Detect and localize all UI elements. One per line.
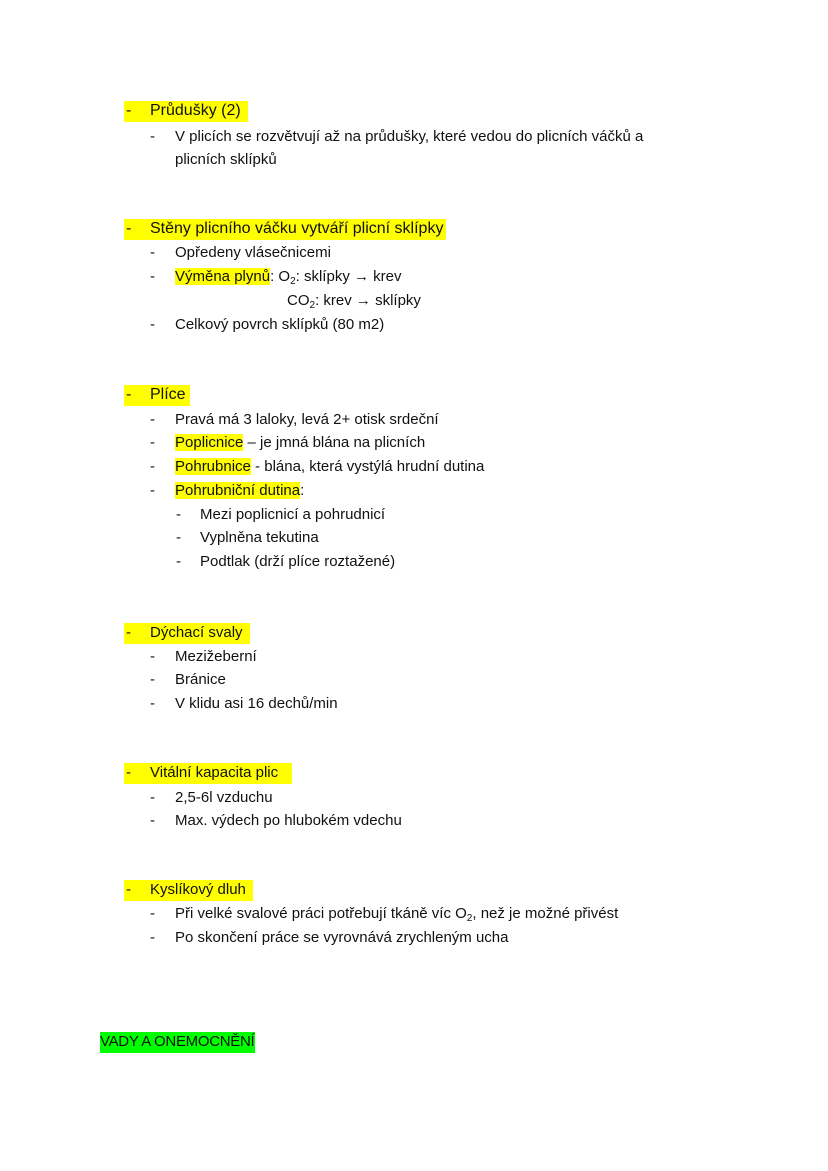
bullet-dash: - [150, 458, 155, 475]
heading-dash: - [126, 881, 131, 898]
bullet-dash: - [150, 648, 155, 665]
heading-dash: - [126, 764, 131, 781]
list-item: V plicích se rozvětvují až na průdušky, které vedou do plicních váčků a [175, 128, 644, 145]
list-item-continuation: $CO_2$: krev → sklípky [287, 292, 421, 311]
vady-a-onemocneni-heading: VADY A ONEMOCNĚNÍ [100, 1032, 255, 1053]
list-item: Celkový povrch sklípků (80 m2) [175, 316, 385, 333]
bullet-dash: - [150, 482, 155, 499]
list-item: Pohrubniční dutina: [175, 482, 305, 499]
sub-bullet-dash: - [176, 529, 181, 546]
list-item: Pravá má 3 laloky, levá 2+ otisk srdeční [175, 411, 439, 428]
heading-dash: - [126, 624, 131, 641]
list-item: Mezižeberní [175, 648, 257, 665]
list-item: Max. výdech po hlubokém vdechu [175, 812, 402, 829]
list-item: Po skončení práce se vyrovnává zrychleným ucha [175, 929, 509, 946]
bullet-dash: - [150, 929, 155, 946]
section-heading: Kyslíkový dluh [150, 881, 246, 898]
list-item-continuation: plicních sklípků [175, 151, 277, 168]
bullet-dash: - [150, 905, 155, 922]
bullet-dash: - [150, 671, 155, 688]
list-item: Při velké svalové práci potřebují tkáně víc $O_2$, než je možné přivést [175, 905, 619, 924]
heading-dash: - [126, 386, 132, 403]
bullet-dash: - [150, 434, 155, 451]
section-heading: Stěny plicního váčku vytváří plicní sklípky [150, 220, 444, 237]
section-heading: Plíce [150, 386, 186, 403]
highlighted-term: Poplicnice [175, 434, 244, 451]
highlighted-term: Pohrubniční dutina [175, 482, 301, 499]
sub-bullet-dash: - [176, 553, 181, 570]
sub-list-item: Mezi poplicnicí a pohrudnicí [200, 506, 386, 523]
sub-list-item: Vyplněna tekutina [200, 529, 319, 546]
list-item: Výměna plynů: $O_2$: sklípky → krev [175, 268, 402, 287]
section-heading: Dýchací svaly [150, 624, 243, 641]
list-item: Pohrubnice - blána, která vystýlá hrudní dutina [175, 458, 485, 475]
highlighted-term: Výměna plynů [175, 268, 271, 285]
heading-dash: - [126, 102, 132, 119]
list-item: Poplicnice – je jmná blána na plicních [175, 434, 426, 451]
bullet-dash: - [150, 789, 155, 806]
bullet-dash: - [150, 268, 155, 285]
sub-list-item: Podtlak (drží plíce roztažené) [200, 553, 396, 570]
bullet-dash: - [150, 128, 155, 145]
list-item: V klidu asi 16 dechů/min [175, 695, 338, 712]
bullet-dash: - [150, 695, 155, 712]
bullet-dash: - [150, 244, 155, 261]
heading-dash: - [126, 220, 132, 237]
list-item: Bránice [175, 671, 226, 688]
list-item: Opředeny vlásečnicemi [175, 244, 331, 261]
section-heading: Průdušky (2) [150, 102, 241, 119]
section-heading: Vitální kapacita plic [150, 764, 279, 781]
bullet-dash: - [150, 812, 155, 829]
sub-bullet-dash: - [176, 506, 181, 523]
bullet-dash: - [150, 316, 155, 333]
highlighted-term: Pohrubnice [175, 458, 251, 475]
list-item: 2,5-6l vzduchu [175, 789, 273, 806]
bullet-dash: - [150, 411, 155, 428]
